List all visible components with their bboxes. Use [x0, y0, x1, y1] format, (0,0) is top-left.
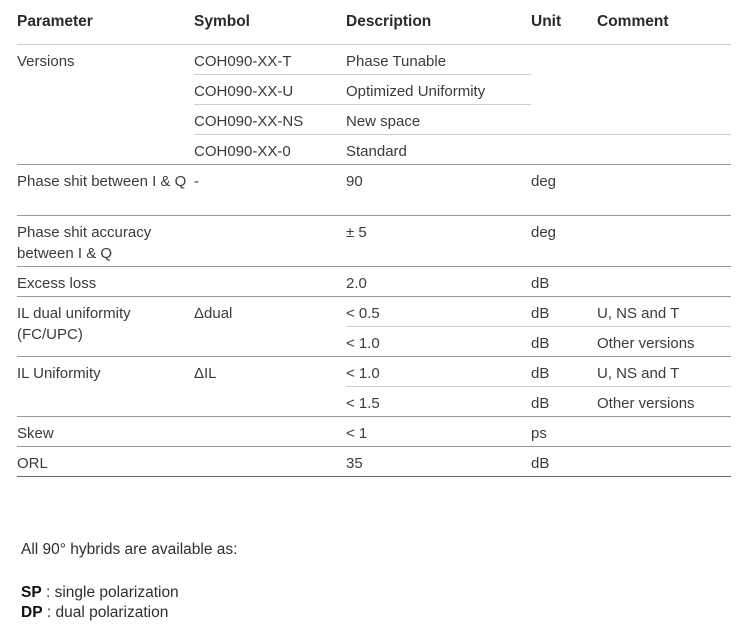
table-row	[17, 267, 731, 297]
phase-shift-symbol: -	[194, 165, 346, 216]
header-description: Description	[346, 0, 531, 45]
version-description: Phase Tunable	[346, 45, 531, 75]
version-description: Standard	[346, 135, 531, 165]
table-row	[17, 165, 731, 216]
il-uniformity-comment: Other versions	[597, 387, 731, 417]
il-dual-symbol: Δdual	[194, 297, 346, 357]
table-row	[17, 216, 731, 267]
il-dual-comment: Other versions	[597, 327, 731, 357]
excess-loss-parameter: Excess loss	[17, 267, 194, 297]
spec-table	[17, 0, 731, 477]
phase-shift-parameter: Phase shit between I & Q	[17, 165, 194, 216]
sp-note	[21, 584, 179, 602]
skew-unit: ps	[531, 417, 597, 447]
availability-note: All 90° hybrids are available as:	[21, 541, 238, 558]
version-description: New space	[346, 105, 531, 135]
phase-accuracy-value: ± 5	[346, 216, 531, 267]
version-description: Optimized Uniformity	[346, 75, 531, 105]
skew-value: < 1	[346, 417, 531, 447]
orl-unit: dB	[531, 447, 597, 477]
header-symbol: Symbol	[194, 0, 346, 45]
il-uniformity-symbol: ΔIL	[194, 357, 346, 417]
dp-note	[21, 604, 168, 622]
version-symbol: COH090-XX-0	[194, 135, 346, 165]
versions-parameter: Versions	[17, 45, 194, 165]
sp-label: SP	[21, 584, 42, 601]
header-comment: Comment	[597, 0, 731, 45]
header-row	[17, 0, 731, 45]
dp-text: : dual polarization	[42, 604, 169, 621]
sp-text: : single polarization	[41, 584, 179, 601]
orl-parameter: ORL	[17, 447, 194, 477]
version-symbol: COH090-XX-U	[194, 75, 346, 105]
il-uniformity-value: < 1.5	[346, 387, 531, 417]
skew-parameter: Skew	[17, 417, 194, 447]
il-dual-comment: U, NS and T	[597, 297, 731, 327]
table-row	[17, 357, 731, 387]
table-row	[17, 447, 731, 477]
phase-accuracy-parameter: Phase shit accuracy between I & Q	[17, 216, 194, 267]
il-dual-value: < 0.5	[346, 297, 531, 327]
dp-label: DP	[21, 604, 43, 621]
phase-shift-value: 90	[346, 165, 531, 216]
excess-loss-value: 2.0	[346, 267, 531, 297]
il-uniformity-comment: U, NS and T	[597, 357, 731, 387]
il-dual-value: < 1.0	[346, 327, 531, 357]
version-symbol: COH090-XX-NS	[194, 105, 346, 135]
header-unit: Unit	[531, 0, 597, 45]
table-row	[17, 417, 731, 447]
il-uniformity-unit: dB	[531, 357, 597, 387]
il-dual-parameter: IL dual uniformity (FC/UPC)	[17, 297, 194, 357]
table-row	[17, 45, 731, 75]
header-parameter: Parameter	[17, 0, 194, 45]
version-symbol: COH090-XX-T	[194, 45, 346, 75]
excess-loss-unit: dB	[531, 267, 597, 297]
phase-accuracy-unit: deg	[531, 216, 597, 267]
il-uniformity-value: < 1.0	[346, 357, 531, 387]
il-dual-unit: dB	[531, 297, 597, 327]
il-dual-unit: dB	[531, 327, 597, 357]
table-row	[17, 297, 731, 327]
orl-value: 35	[346, 447, 531, 477]
il-uniformity-parameter: IL Uniformity	[17, 357, 194, 417]
phase-shift-unit: deg	[531, 165, 597, 216]
il-uniformity-unit: dB	[531, 387, 597, 417]
